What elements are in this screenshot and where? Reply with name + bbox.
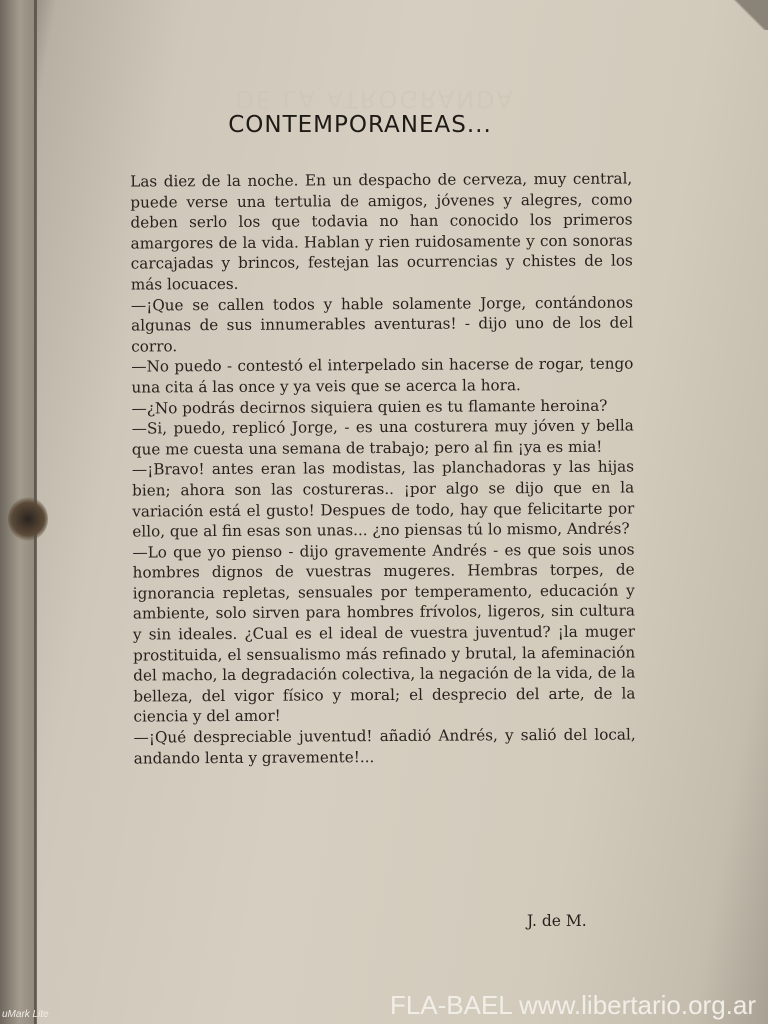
article-paragraph: —¡Qué despreciable juventud! añadió Andrés, y salió del local, andando lenta y gravemente!...: [133, 725, 636, 768]
binding-hole: [8, 497, 48, 541]
camera-watermark: uMark Lite: [2, 1009, 49, 1020]
article-paragraph: Las diez de la noche. En un despacho de cerveza, muy central, puede verse una tertulia de amigos, jóvenes y alegres, como deben serlo los que todavia no han conocido los primeros amargores de la vida. Hablan y rien ruidosamente y con sonoras carcajadas y brincos, festejan las ocurrencias y chistes de los más locuaces.: [130, 169, 633, 294]
article-paragraph: —¡Bravo! antes eran las modistas, las planchadoras y las hijas bien; ahora son las costureras.. ¡por algo se dijo que en la variación está el gusto! Despues de todo, hay que felicitarte por ello, que al fin esas son unas... ¿no piensas tú lo mismo, Andrés?: [131, 457, 635, 541]
author-signature: J. de M.: [527, 912, 587, 930]
show-through-heading: DE LA ATROGRANDA: [235, 85, 515, 113]
article-title: CONTEMPORANEAS...: [228, 112, 492, 138]
article-paragraph: —No puedo - contestó el interpelado sin hacerse de rogar, tengo una cita á las once y ya veis que se acerca la hora.: [131, 354, 634, 397]
article-body: [130, 168, 636, 768]
page-corner: [728, 0, 768, 30]
article-paragraph: —Si, puedo, replicó Jorge, - es una costurera muy jóven y bella que me cuesta una semana de trabajo; pero al fin ¡ya es mia!: [131, 416, 634, 459]
article-paragraph: —¡Que se callen todos y hable solamente Jorge, contándonos algunas de sus innumerables aventuras! - dijo uno de los del corro.: [130, 293, 634, 356]
archive-watermark: FLA-BAEL www.libertario.org.ar: [389, 990, 756, 1020]
article-paragraph: —¿No podrás decirnos siquiera quien es tu flamante heroina?: [131, 396, 608, 418]
article-paragraph: —Lo que yo pienso - dijo gravemente Andrés - es que sois unos hombres dignos de vuestras mugeres. Hembras torpes, de ignorancia repletas, sensuales por temperamento, educación y ambiente, solo sirven para hombres frívolos, ligeros, sin cultura y sin ideales. ¿Cual es el ideal de vuestra juventud? ¡la muger prostituida, el sensualismo más refinado y brutal, la afeminación del macho, la degradación colectiva, la negación de la vida, de la belleza, del vigor físico y moral; el desprecio del arte, de la ciencia y del amor!: [132, 540, 636, 726]
